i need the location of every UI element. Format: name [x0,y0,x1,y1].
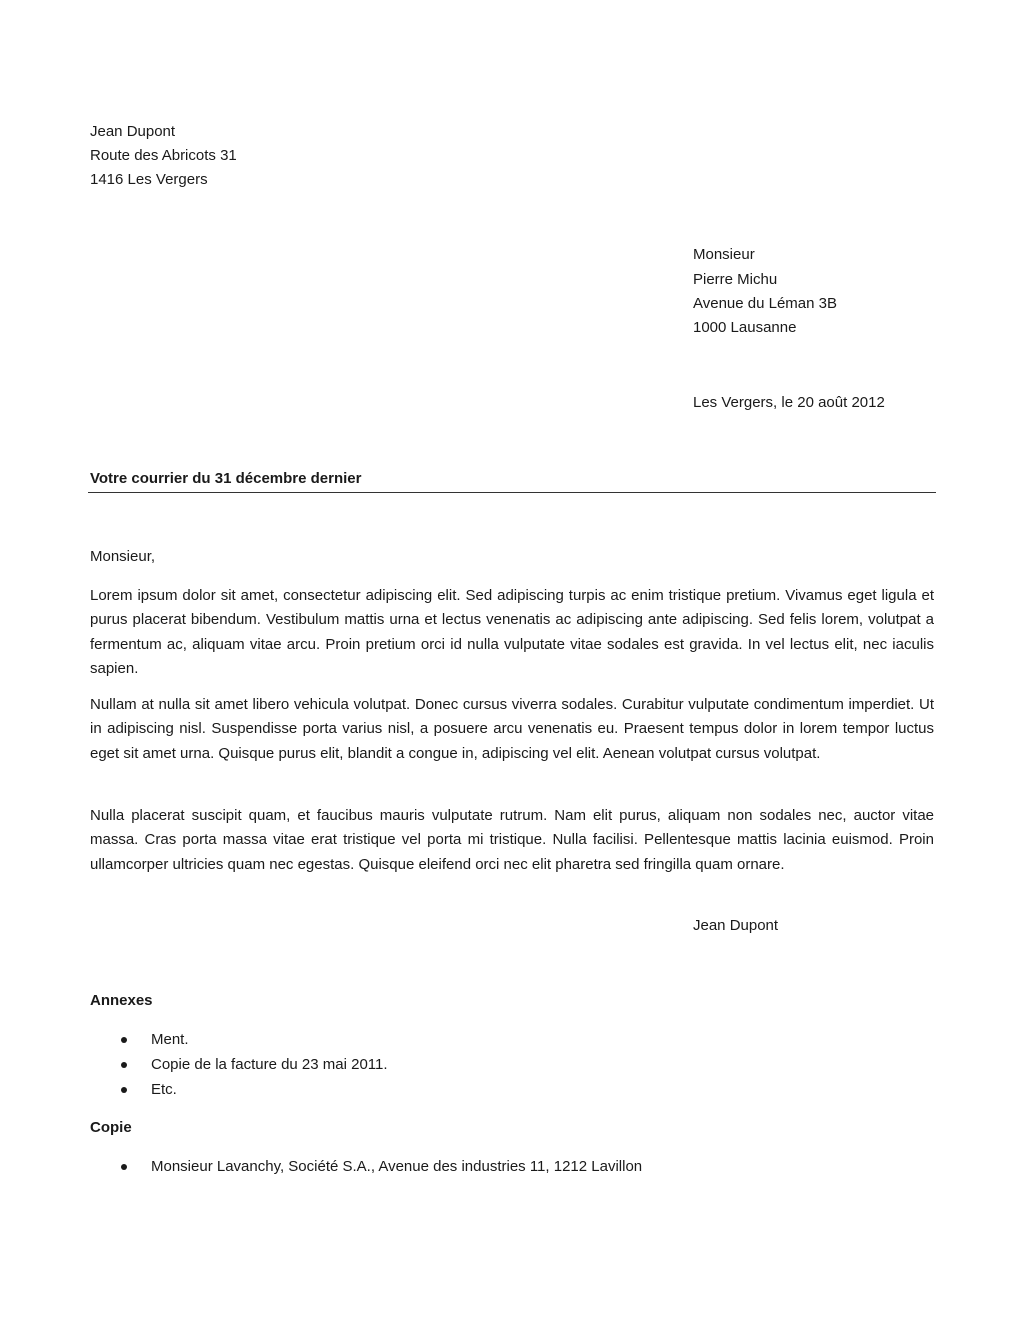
copie-heading: Copie [90,1119,132,1136]
bullet-icon [121,1062,127,1068]
body-paragraph-1: Lorem ipsum dolor sit amet, consectetur adipiscing elit. Sed adipiscing turpis ac enim tristique pretium. Vivamus eget ligula et purus placerat bibendum. Vestibulum mattis urna et lectus venenatis ac adipiscing ante adipiscing. Sed felis lorem, volutpat a fermentum ac, aliquam vitae arcu. Proin pretium orci id nulla vulputate vitae sodales est gravida. In vel lectus elit, nec iaculis sapien. [90,587,934,677]
copie-item-label: Monsieur Lavanchy, Société S.A., Avenue des industries 11, 1212 Lavillon [151,1158,643,1175]
body-paragraph-2: Nullam at nulla sit amet libero vehicula volutpat. Donec cursus viverra sodales. Curabitur vulputate condimentum imperdiet. Ut in adipiscing nisl. Suspendisse porta varius nisl, a posuere arcu venenatis eu. Praesent tempus dolor in lorem tempor luctus eget sit amet urna. Quisque purus elit, blandit a congue in, adipiscing vel elit. Aenean volutpat cursus volutpat. [90,696,934,762]
sender-street: Route des Abricots 31 [90,147,237,164]
recipient-city: 1000 Lausanne [693,319,797,336]
sender-name: Jean Dupont [90,123,176,140]
recipient-salutation: Monsieur [693,246,755,263]
annex-item-label: Ment. [151,1031,189,1048]
recipient-street: Avenue du Léman 3B [693,295,838,312]
greeting: Monsieur, [90,548,156,565]
annexes-heading: Annexes [90,992,153,1009]
date-line: Les Vergers, le 20 août 2012 [693,394,885,411]
recipient-name: Pierre Michu [693,271,778,288]
body-paragraph-3: Nulla placerat suscipit quam, et faucibus mauris vulputate rutrum. Nam elit purus, aliquam non sodales nec, auctor vitae massa. Cras porta massa vitae erat tristique vel porta mi tristique. Nulla facilisi. Pellentesque mattis lacinia euismod. Proin ullamcorper ultricies quam nec egestas. Quisque eleifend orci nec elit pharetra sed fringilla quam ornare. [90,807,934,873]
sender-city: 1416 Les Vergers [90,171,208,188]
subject-underline [88,492,936,493]
subject-line: Votre courrier du 31 décembre dernier [90,470,362,487]
bullet-icon [121,1087,127,1093]
bullet-icon [121,1164,127,1170]
bullet-icon [121,1037,127,1043]
annex-item-label: Etc. [151,1081,177,1098]
signature: Jean Dupont [693,917,779,934]
annex-item-label: Copie de la facture du 23 mai 2011. [151,1056,388,1073]
